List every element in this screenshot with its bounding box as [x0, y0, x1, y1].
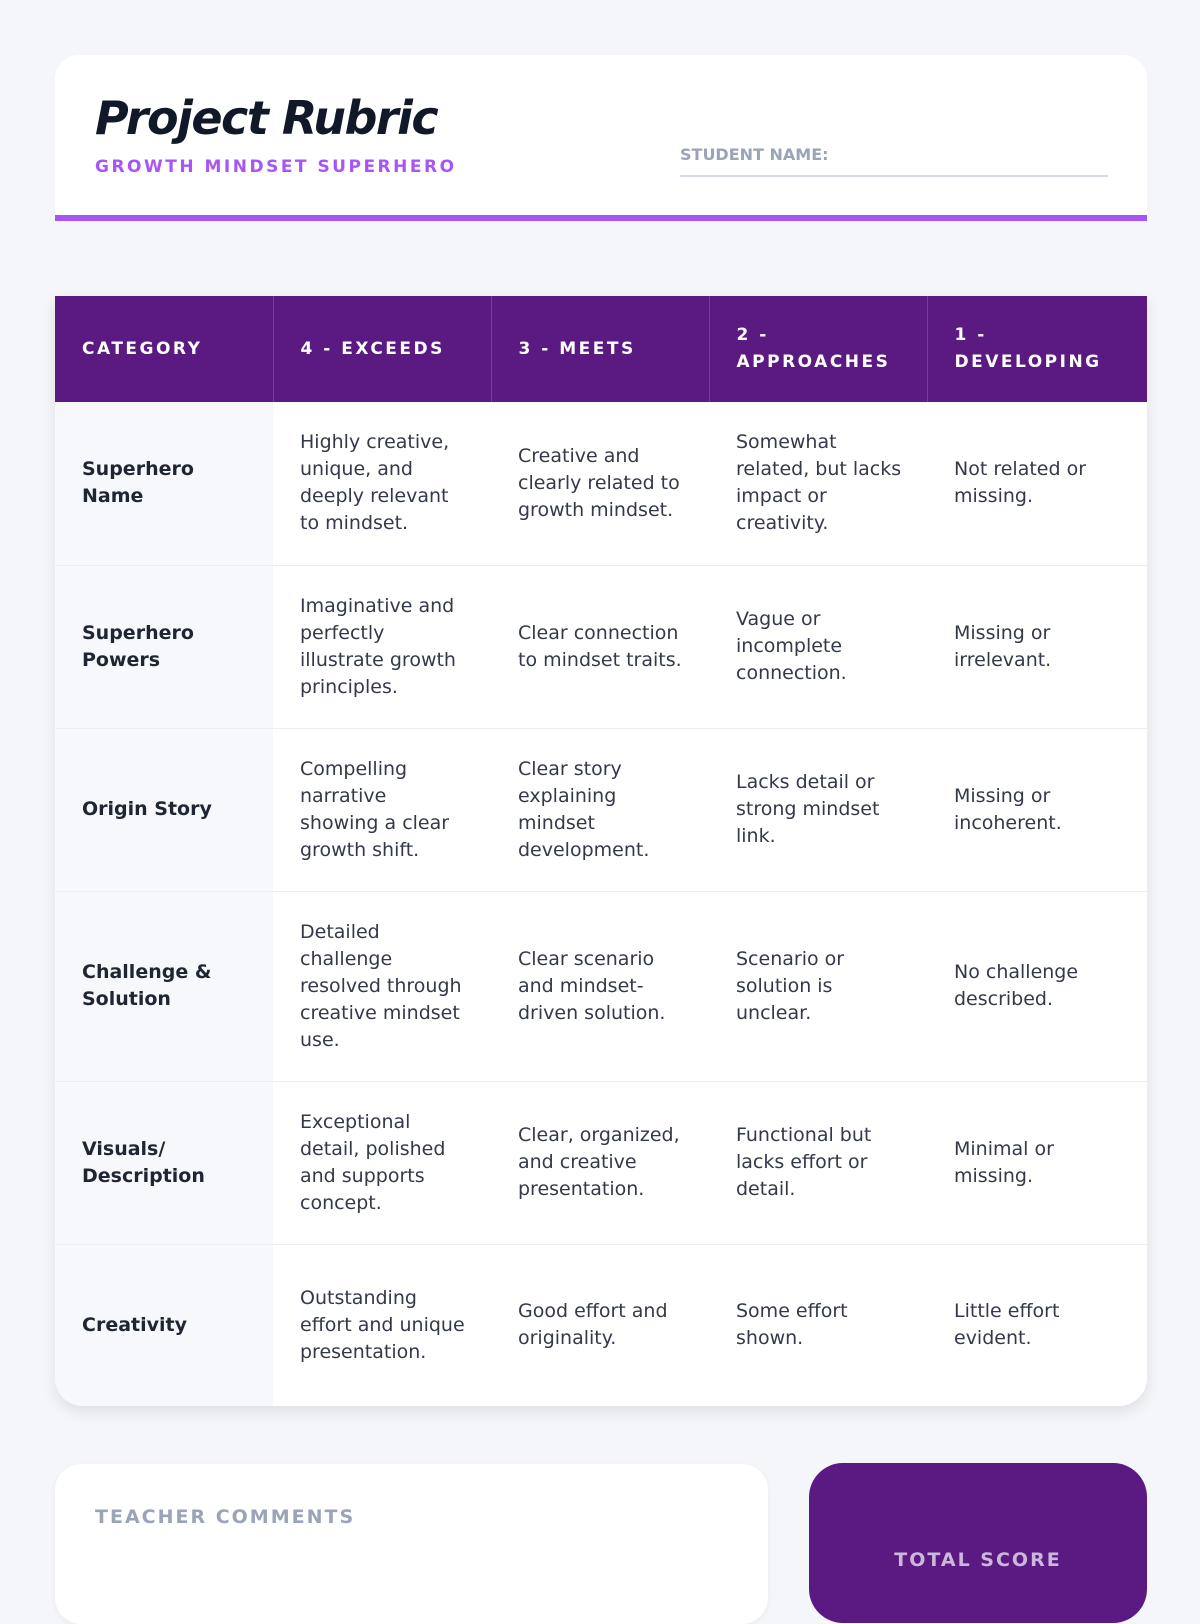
- exceeds-cell: Compelling narrative showing a clear growth shift.: [273, 728, 491, 891]
- meets-cell: Clear, organized, and creative presentation.: [491, 1081, 709, 1244]
- table-row: [55, 402, 1147, 565]
- table-row: [55, 1081, 1147, 1244]
- column-header-exceeds: 4 - EXCEEDS: [273, 296, 491, 402]
- table-row: [55, 1244, 1147, 1406]
- rubric-table-card: [55, 296, 1147, 1406]
- exceeds-cell: Highly creative, unique, and deeply relevant to mindset.: [300, 431, 450, 535]
- exceeds-cell: Outstanding effort and unique presentation.: [273, 1244, 491, 1406]
- table-row: [55, 891, 1147, 1081]
- meets-cell: Clear connection to mindset traits.: [491, 565, 709, 728]
- teacher-comments-label: TEACHER COMMENTS: [95, 1506, 356, 1528]
- exceeds-cell: Detailed challenge resolved through creative mindset use.: [273, 891, 491, 1081]
- meets-cell: Clear scenario and mindset-driven solution.: [491, 891, 709, 1081]
- rubric-table: [55, 296, 1147, 1406]
- column-header-developing: 1 - DEVELOPING: [927, 296, 1147, 402]
- student-name-field[interactable]: [680, 145, 1108, 177]
- header-card: [55, 55, 1147, 221]
- page-title: Project Rubric: [95, 91, 438, 145]
- meets-cell: Creative and clearly related to growth mindset.: [518, 444, 680, 521]
- meets-cell: Good effort and originality.: [491, 1244, 709, 1406]
- developing-cell: Not related or missing.: [954, 458, 1087, 508]
- approaches-cell: Lacks detail or strong mindset link.: [709, 728, 927, 891]
- category-cell: Origin Story: [55, 728, 273, 891]
- exceeds-cell: Imaginative and perfectly illustrate growth principles.: [273, 565, 491, 728]
- approaches-cell: Somewhat related, but lacks impact or creativity.: [736, 431, 902, 535]
- total-score-label: TOTAL SCORE: [894, 1549, 1062, 1571]
- developing-cell: Missing or irrelevant.: [927, 565, 1147, 728]
- category-cell: Challenge & Solution: [55, 891, 273, 1081]
- column-header-approaches: 2 - APPROACHES: [709, 296, 927, 402]
- developing-cell: Missing or incoherent.: [927, 728, 1147, 891]
- teacher-comments-box[interactable]: [55, 1464, 768, 1624]
- total-score-box: [809, 1463, 1147, 1623]
- category-cell: Superhero Name: [55, 402, 273, 565]
- category-cell: Superhero Powers: [55, 565, 273, 728]
- approaches-cell: Some effort shown.: [709, 1244, 927, 1406]
- approaches-cell: Scenario or solution is unclear.: [709, 891, 927, 1081]
- student-name-label: STUDENT NAME:: [680, 145, 829, 164]
- page-subtitle: GROWTH MINDSET SUPERHERO: [95, 157, 457, 177]
- developing-cell: No challenge described.: [927, 891, 1147, 1081]
- exceeds-cell: Exceptional detail, polished and supports concept.: [273, 1081, 491, 1244]
- approaches-cell: Vague or incomplete connection.: [709, 565, 927, 728]
- table-row: [55, 728, 1147, 891]
- meets-cell: Clear story explaining mindset development.: [491, 728, 709, 891]
- developing-cell: Little effort evident.: [927, 1244, 1147, 1406]
- category-cell: Visuals/ Description: [55, 1081, 273, 1244]
- column-header-meets: 3 - MEETS: [491, 296, 709, 402]
- developing-cell: Minimal or missing.: [927, 1081, 1147, 1244]
- column-header-category: CATEGORY: [55, 296, 273, 402]
- category-cell: Creativity: [55, 1244, 273, 1406]
- table-row: [55, 565, 1147, 728]
- rubric-header-row: [55, 296, 1147, 402]
- approaches-cell: Functional but lacks effort or detail.: [709, 1081, 927, 1244]
